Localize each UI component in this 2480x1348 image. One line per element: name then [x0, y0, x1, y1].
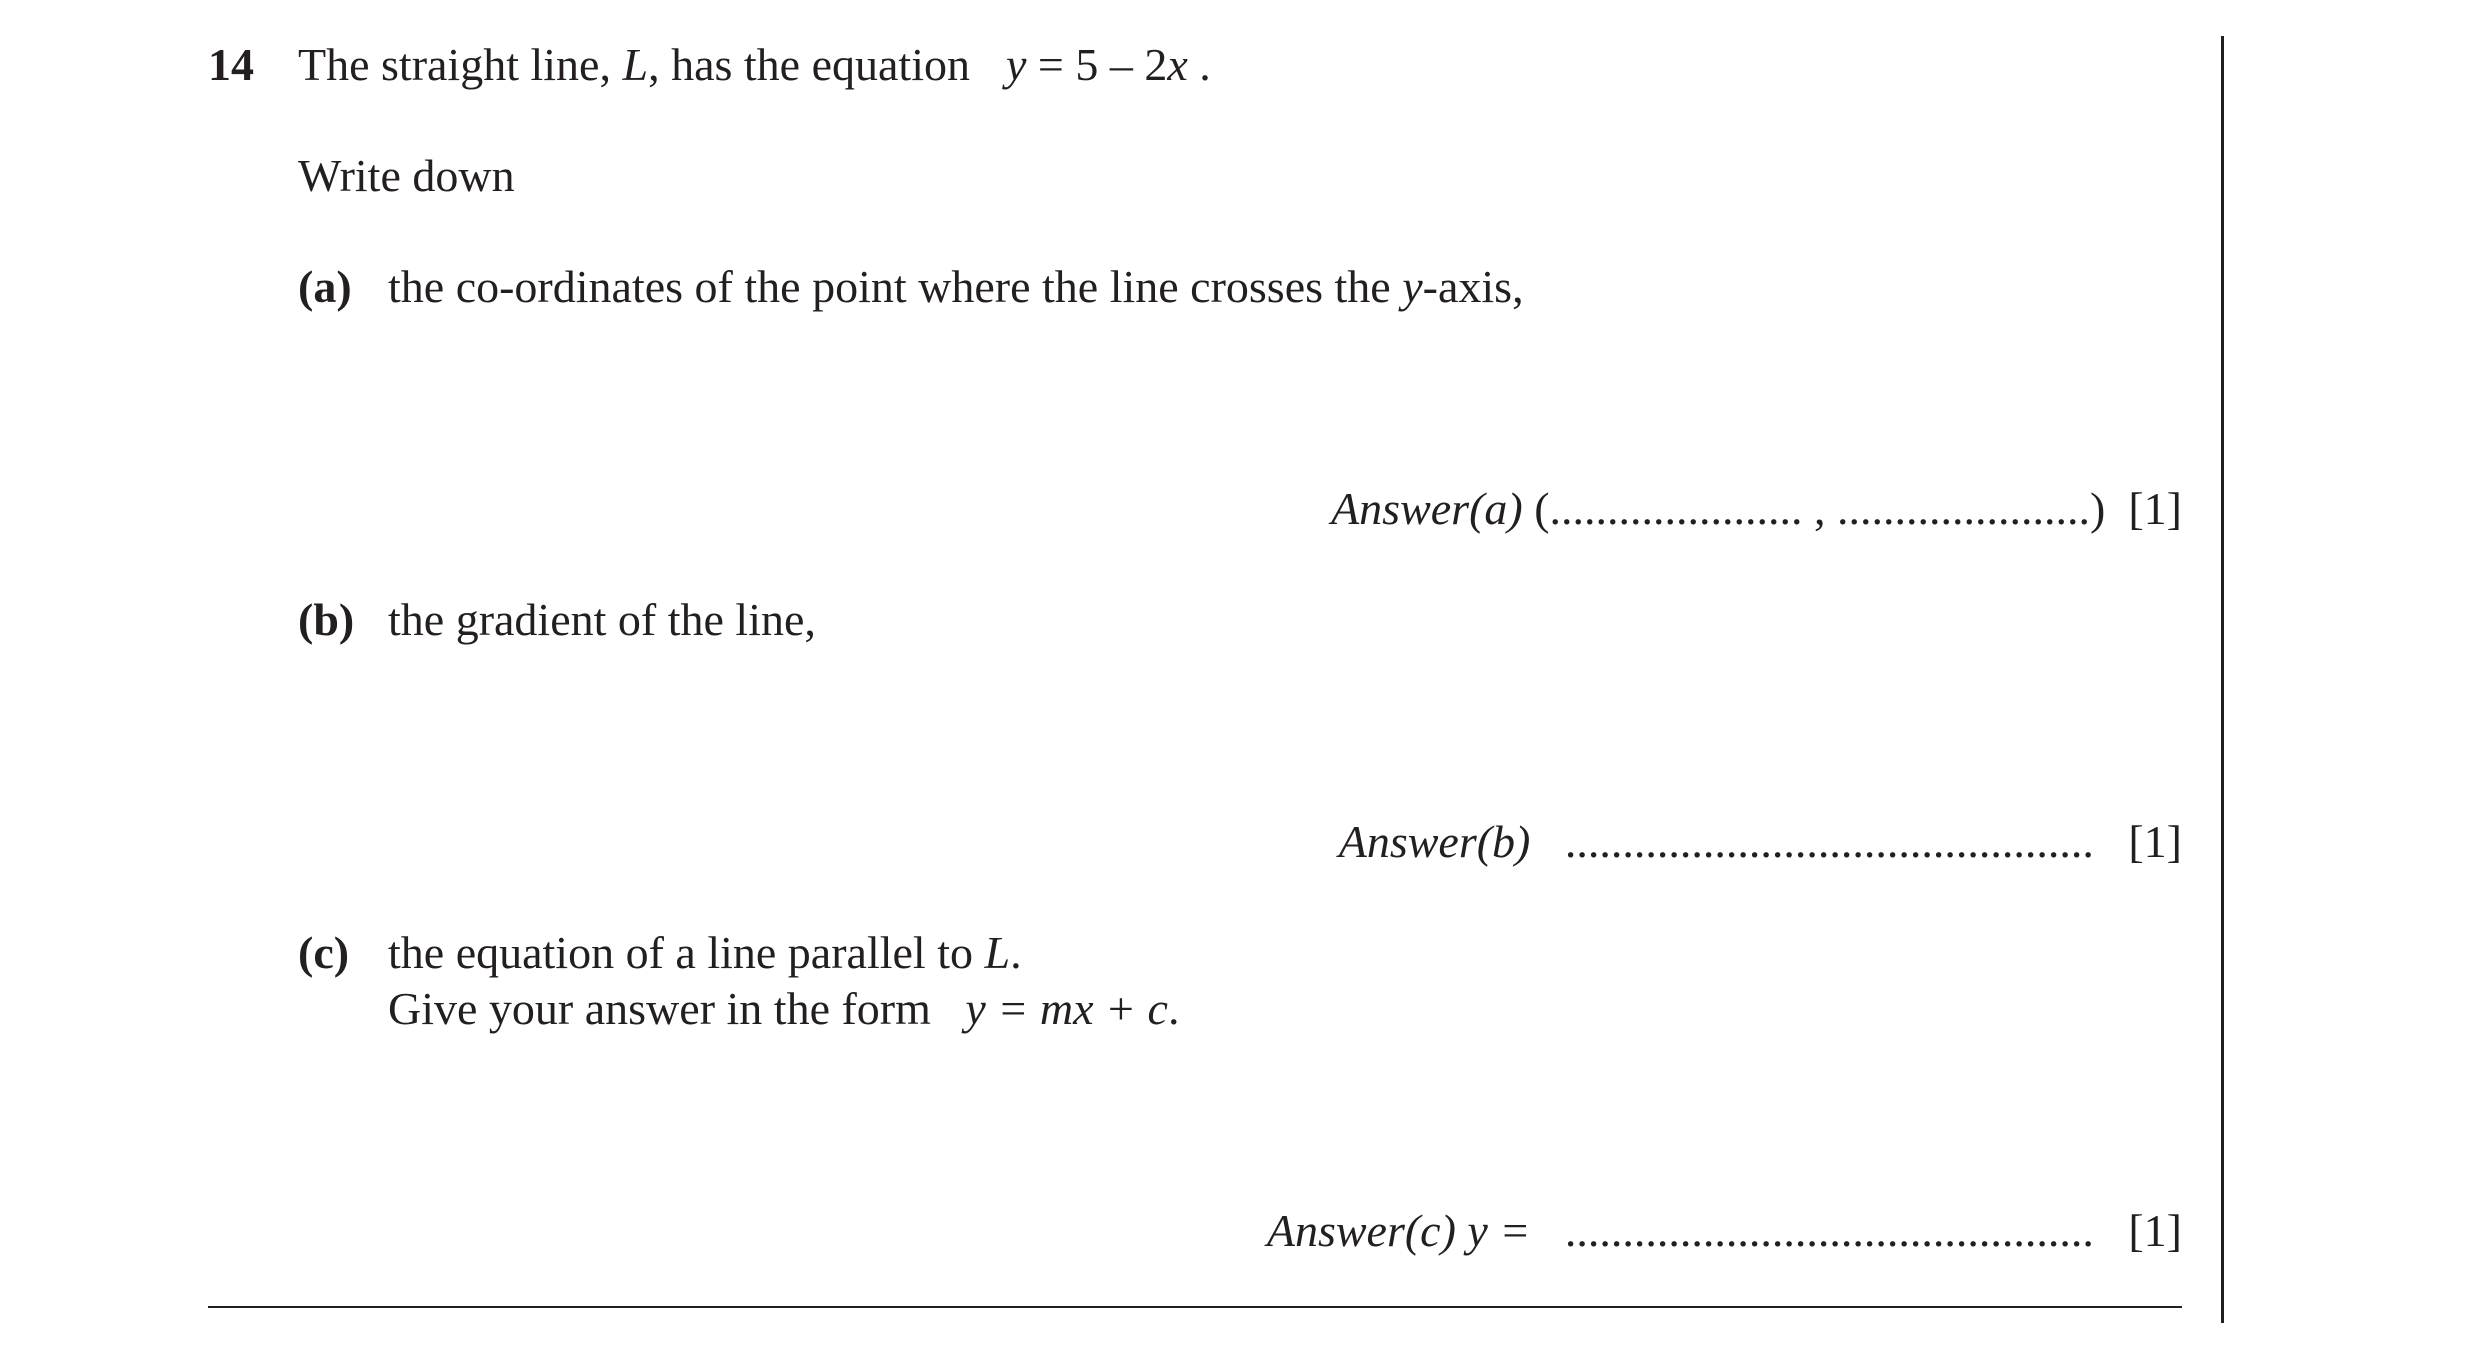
part-a-answer-line — [1331, 483, 2182, 534]
equation-end: . — [1187, 39, 1211, 90]
part-c-marks: [1] — [2128, 1205, 2182, 1256]
part-a-text-after: -axis, — [1422, 261, 1524, 312]
part-c-line2-after: . — [1167, 983, 1180, 1034]
part-c-question-line1 — [388, 927, 1022, 978]
part-a-question — [388, 261, 1524, 312]
part-c-line2-before: Give your answer in the form — [388, 983, 931, 1034]
equation-x: x — [1167, 39, 1188, 90]
part-b-label: (b) — [298, 594, 355, 645]
part-a-answer-label: Answer(a) — [1331, 483, 1523, 534]
part-b-answer-line — [1338, 816, 2182, 867]
question-stem — [298, 39, 970, 90]
part-b-answer-blank[interactable]: .............................................. — [1564, 816, 2094, 867]
line-equation — [1006, 39, 1211, 90]
part-a-text-var: y — [1402, 261, 1423, 312]
line-name: L — [622, 39, 649, 90]
part-c-line1-before: the equation of a line parallel to — [388, 927, 985, 978]
stem-prefix: The straight line, — [298, 39, 623, 90]
part-a-text-before: the co-ordinates of the point where the line crosses the — [388, 261, 1403, 312]
part-b-question: the gradient of the line, — [388, 594, 816, 645]
part-c-answer-blank[interactable]: .............................................. — [1564, 1205, 2094, 1256]
part-c-line1-after: . — [1010, 927, 1022, 978]
part-c-question-line2 — [388, 983, 1180, 1034]
equation-mid: = 5 – 2 — [1026, 39, 1168, 90]
part-c-answer-line — [1266, 1205, 2182, 1256]
right-margin-rule — [2221, 36, 2224, 1323]
question-end-rule — [208, 1306, 2182, 1308]
equation-y: y — [1006, 39, 1027, 90]
part-a-label: (a) — [298, 261, 352, 312]
question-number: 14 — [208, 39, 254, 90]
part-c-answer-label: Answer(c) y = — [1266, 1205, 1531, 1256]
part-a-answer-blank[interactable]: (...................... , ......................) — [1534, 483, 2106, 534]
part-b-marks: [1] — [2128, 816, 2182, 867]
part-b-answer-label: Answer(b) — [1338, 816, 1531, 867]
stem-suffix: , has the equation — [648, 39, 970, 90]
part-a-marks: [1] — [2128, 483, 2182, 534]
part-c-label: (c) — [298, 927, 350, 978]
instruction-text: Write down — [298, 150, 515, 201]
part-c-line2-form: y = mx + c — [965, 983, 1168, 1034]
part-c-line1-var: L — [984, 927, 1011, 978]
